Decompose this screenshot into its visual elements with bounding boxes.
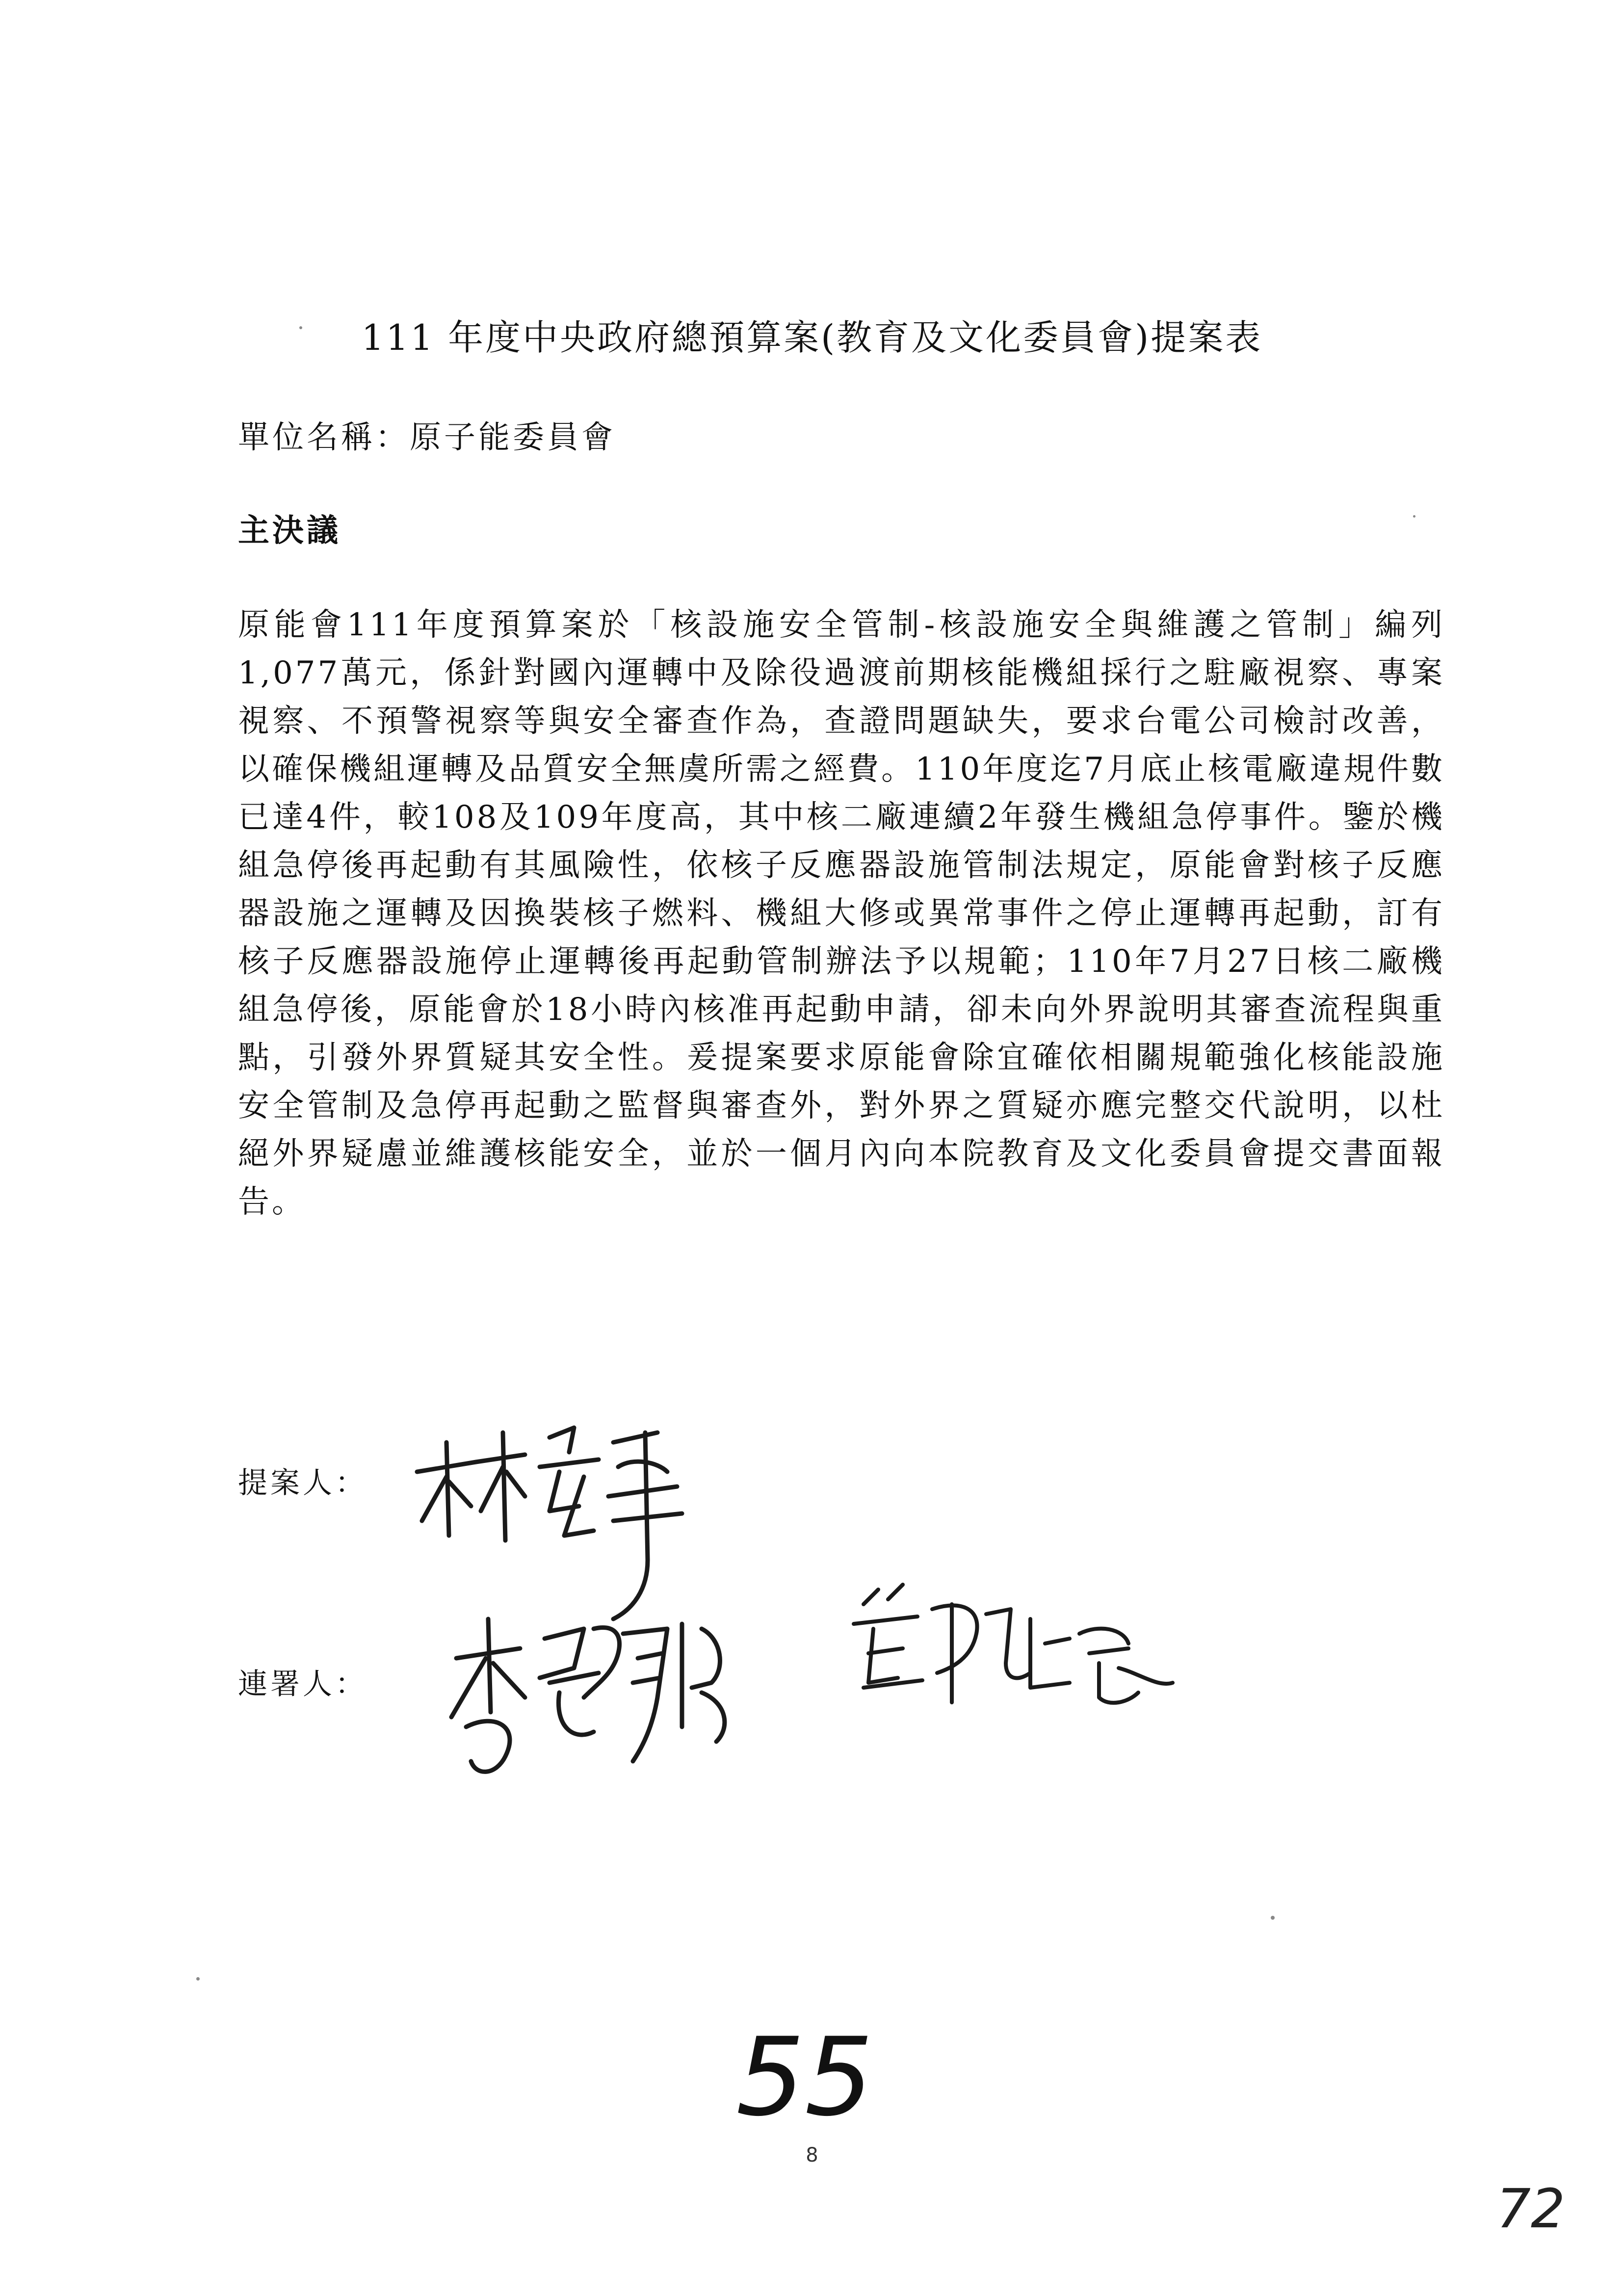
cosigner-signature-1: [437, 1599, 741, 1796]
handwritten-number: [697, 2021, 913, 2129]
cosigner-signature-2: [834, 1575, 1187, 1732]
scan-speck: [1271, 1916, 1275, 1920]
corner-mark-text: 72: [1496, 2178, 1565, 2240]
cosigner-label: 連署人：: [238, 1667, 367, 1701]
handwritten-number-text: 55: [736, 2021, 873, 2129]
proposer-label: 提案人：: [238, 1466, 367, 1500]
resolution-body: 原能會111年度預算案於「核設施安全管制-核設施安全與維護之管制」編列1,077萬元，係針對國內運轉中及除役過渡前期核能機組採行之駐廠視察、專案視察、不預警視察等與安全審查作為，查證問題缺失，要求台電公司檢討改善，以確保機組運轉及品質安全無虞所需之經費。110年度迄7月底止核電廠違規件數已達4件，較108及109年度高，其中核二廠連續2年發生機組急停事件。鑒於機組急停後再起動有其風險性，依核子反應器設施管制法規定，原能會對核子反應器設施之運轉及因換裝核子燃料、機組大修或異常事件之停止運轉再起動，訂有核子反應器設施停止運轉後再起動管制辦法予以規範；110年7月27日核二廠機組急停後，原能會於18小時內核准再起動申請，卻未向外界說明其審查流程與重點，引發外界質疑其安全性。爰提案要求原能會除宜確依相關規範強化核能設施安全管制及急停再起動之監督與審查外，對外界之質疑亦應完整交代說明，以杜絕外界疑慮並維護核能安全，並於一個月內向本院教育及文化委員會提交書面報告。: [238, 607, 1445, 1220]
proposer-signature: [402, 1413, 707, 1629]
scan-speck: [1413, 515, 1415, 518]
scan-speck: [196, 1977, 200, 1981]
scan-speck: [299, 326, 302, 329]
unit-name: 單位名稱：原子能委員會: [238, 419, 616, 456]
page-number: 8: [806, 2144, 818, 2166]
resolution-heading: 主決議: [238, 512, 341, 549]
document-title: 111 年度中央政府總預算案(教育及文化委員會)提案表: [361, 317, 1263, 358]
corner-mark: [1482, 2178, 1580, 2242]
